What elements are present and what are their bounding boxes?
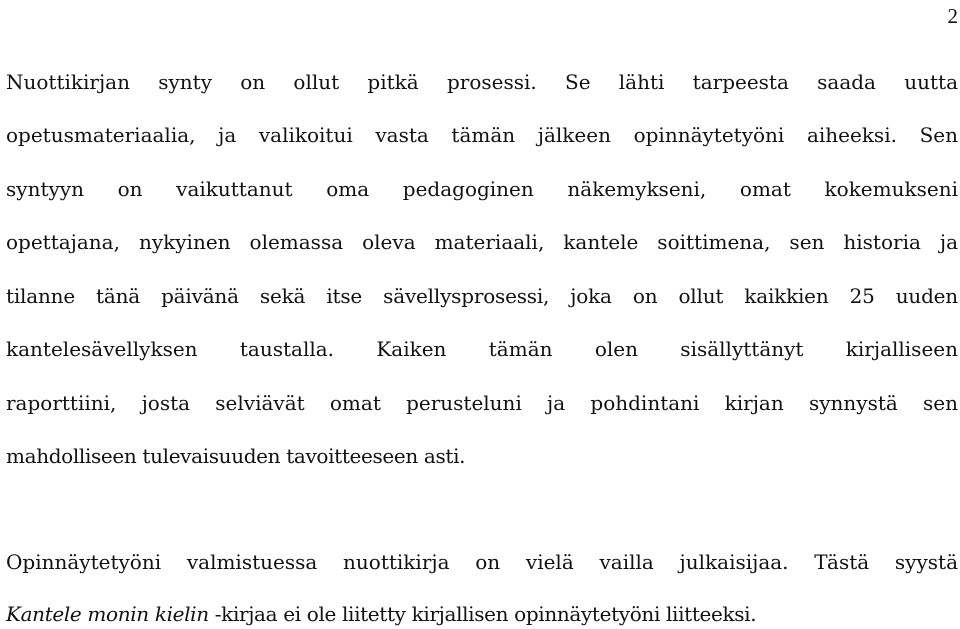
paragraph-line: tilanne tänä päivänä sekä itse sävellysprosessi, joka on ollut kaikkien 25 uuden xyxy=(6,284,958,308)
paragraph-line: mahdolliseen tulevaisuuden tavoitteeseen asti. xyxy=(6,444,466,468)
paragraph-line: syntyyn on vaikuttanut oma pedagoginen näkemykseni, omat kokemukseni xyxy=(6,177,958,201)
paragraph-line: raporttiini, josta selviävät omat perusteluni ja pohdintani kirjan synnystä sen xyxy=(6,391,958,415)
paragraph-line-rest: -kirjaa ei ole liitetty kirjallisen opinnäytetyöni liitteeksi. xyxy=(208,602,757,626)
paragraph-line: kantelesävellyksen taustalla. Kaiken tämän olen sisällyttänyt kirjalliseen xyxy=(6,337,958,361)
page-number: 2 xyxy=(947,4,958,28)
book-title: Kantele monin kielin xyxy=(6,602,209,626)
paragraph-line: opetusmateriaalia, ja valikoitui vasta tämän jälkeen opinnäytetyöni aiheeksi. Sen xyxy=(6,123,958,147)
paragraph-line: Opinnäytetyöni valmistuessa nuottikirja on vielä vailla julkaisijaa. Tästä syystä xyxy=(6,550,958,574)
paragraph-line xyxy=(6,601,958,627)
paragraph-line: Nuottikirjan synty on ollut pitkä prosessi. Se lähti tarpeesta saada uutta xyxy=(6,70,958,94)
paragraph-line: opettajana, nykyinen olemassa oleva materiaali, kantele soittimena, sen historia ja xyxy=(6,230,958,254)
